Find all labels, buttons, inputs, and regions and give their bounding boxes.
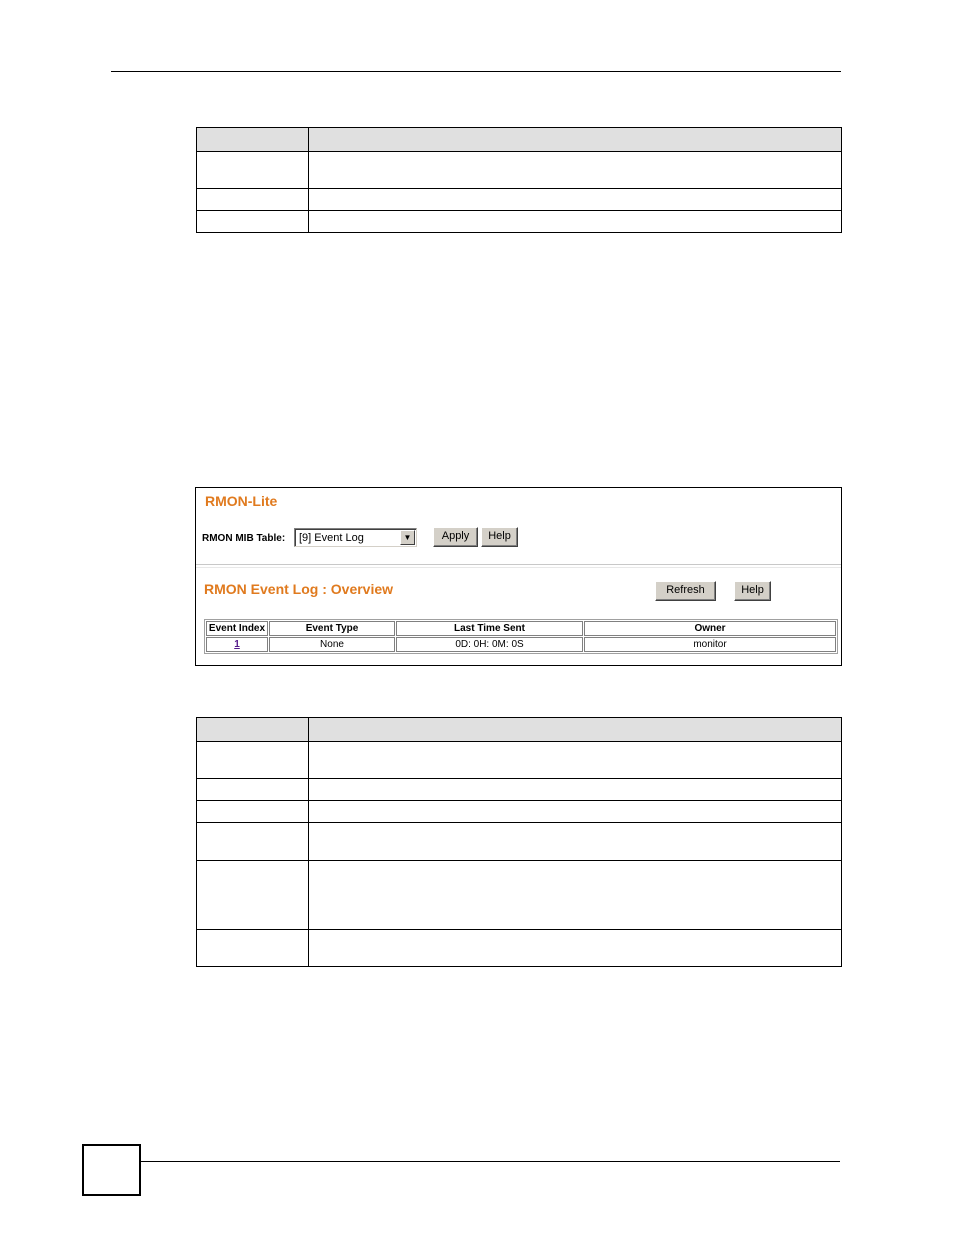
section-title: RMON Event Log : Overview bbox=[204, 581, 394, 597]
column-header-event-type: Event Type bbox=[269, 621, 395, 636]
help-button-overview[interactable]: Help bbox=[734, 581, 771, 601]
table-row bbox=[197, 211, 842, 233]
mib-table-selected-value: [9] Event Log bbox=[299, 532, 364, 544]
rmon-mib-selector-section bbox=[196, 488, 841, 565]
column-header-event-index: Event Index bbox=[206, 621, 268, 636]
description-table-bottom bbox=[196, 717, 842, 967]
column-header-owner: Owner bbox=[584, 621, 836, 636]
rmon-screenshot-panel bbox=[195, 487, 842, 666]
page-number-box bbox=[82, 1144, 141, 1196]
table-row bbox=[197, 861, 842, 930]
mib-table-label: RMON MIB Table: bbox=[202, 533, 286, 544]
table-row bbox=[197, 189, 842, 211]
chevron-down-icon[interactable]: ▼ bbox=[400, 530, 415, 545]
description-table-top bbox=[196, 127, 842, 233]
table-row bbox=[197, 801, 842, 823]
table-header-row bbox=[197, 718, 842, 742]
last-time-sent-cell: 0D: 0H: 0M: 0S bbox=[396, 637, 583, 652]
footer-rule bbox=[141, 1161, 840, 1162]
header-rule bbox=[111, 71, 841, 72]
event-index-cell bbox=[206, 637, 268, 652]
apply-button[interactable]: Apply bbox=[433, 527, 478, 547]
table-row bbox=[197, 779, 842, 801]
event-log-table bbox=[204, 619, 838, 654]
refresh-button[interactable]: Refresh bbox=[655, 581, 716, 601]
column-header-last-time-sent: Last Time Sent bbox=[396, 621, 583, 636]
table-row bbox=[206, 637, 836, 652]
event-type-cell: None bbox=[269, 637, 395, 652]
table-row bbox=[197, 152, 842, 189]
panel-title: RMON-Lite bbox=[205, 493, 278, 509]
table-row bbox=[197, 930, 842, 967]
table-row bbox=[197, 823, 842, 861]
owner-cell: monitor bbox=[584, 637, 836, 652]
event-index-link[interactable]: 1 bbox=[234, 639, 240, 650]
table-row bbox=[197, 742, 842, 779]
table-header-row bbox=[206, 621, 836, 636]
section-divider bbox=[196, 567, 841, 568]
mib-table-select[interactable] bbox=[294, 528, 417, 547]
table-header-row bbox=[197, 128, 842, 152]
help-button[interactable]: Help bbox=[481, 527, 518, 547]
